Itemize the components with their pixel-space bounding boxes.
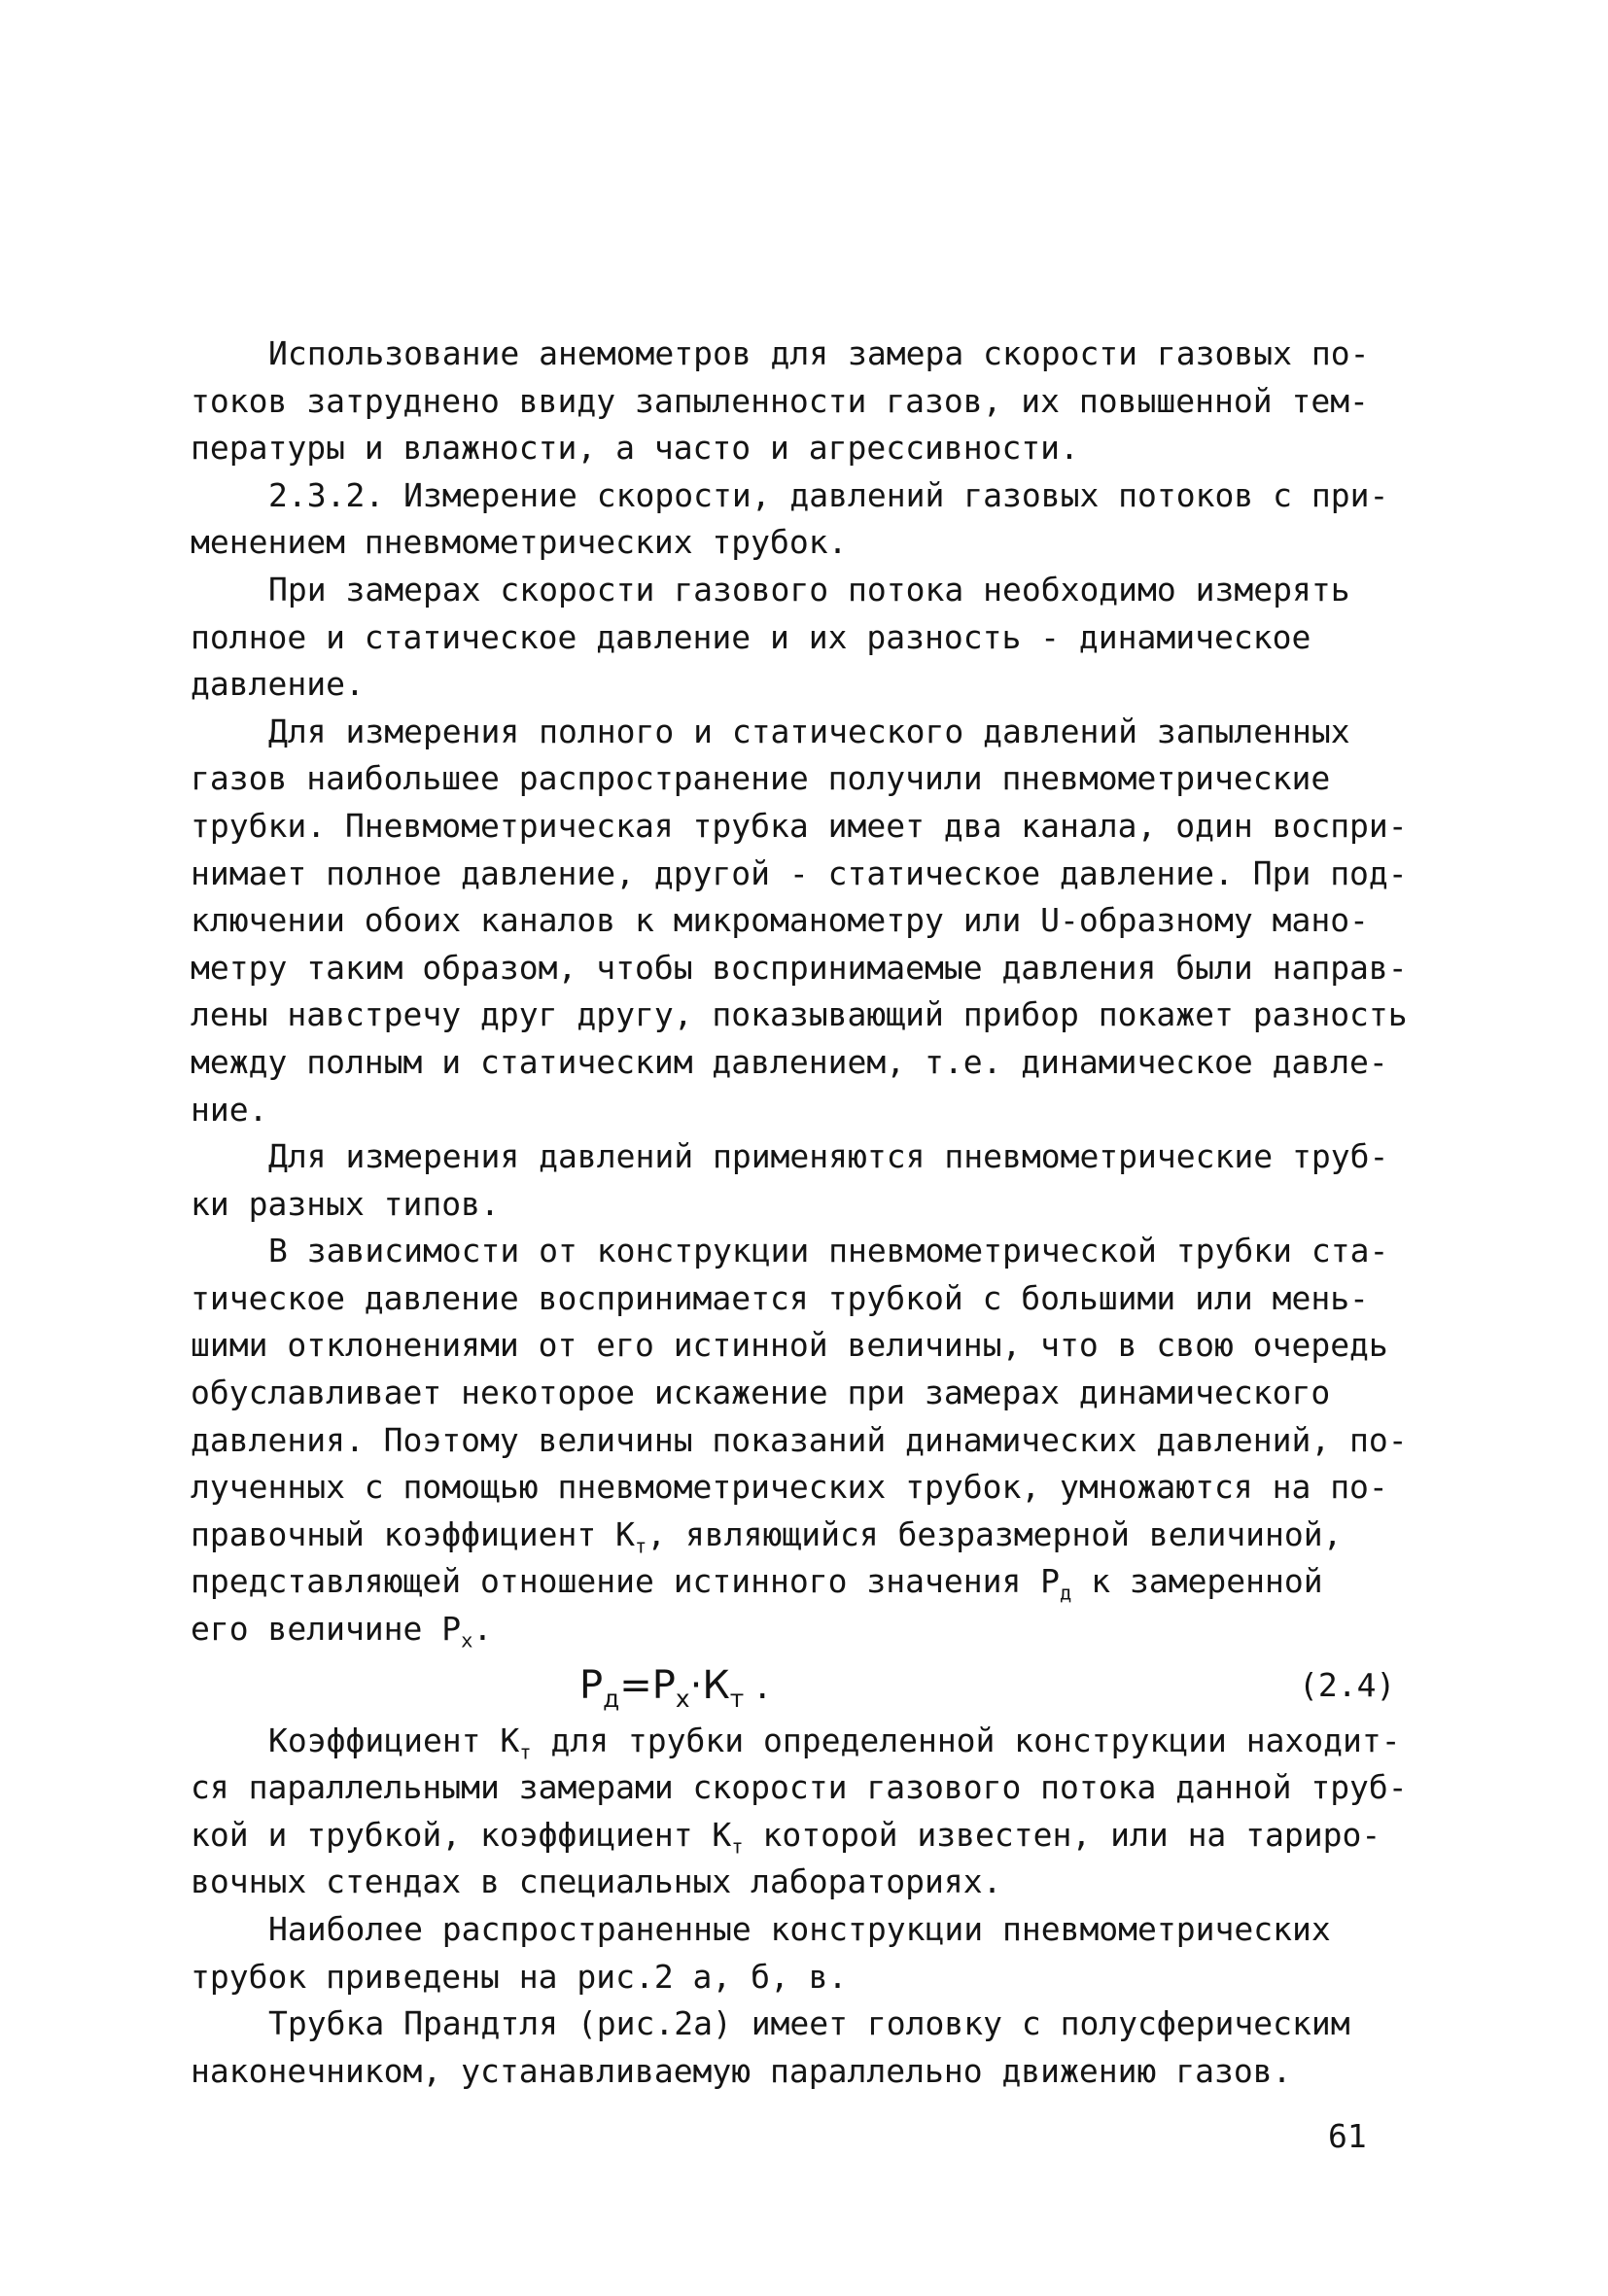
formula-subscript: х (675, 1684, 690, 1713)
formula-line (191, 1653, 1425, 1718)
formula-subscript: т (729, 1684, 745, 1713)
equation-number: (2.4) (1299, 1665, 1396, 1704)
section-heading-line: 2.3.2. Измерение скорости, давлений газовых потоков с при- (268, 475, 1389, 514)
formula-symbol: Р (579, 1662, 604, 1708)
text-run: кой и трубкой, коэффициент К (191, 1815, 732, 1854)
text-line: давление. (191, 665, 365, 704)
formula-operator: = (619, 1662, 652, 1708)
subscript: т (634, 1534, 647, 1558)
page-number: 61 (1328, 2117, 1367, 2155)
text-line: полное и статическое давление и их разность - динамическое (191, 617, 1311, 656)
text-line (191, 1512, 1425, 1559)
text-line: Трубка Прандтля (рис.2а) имеет головку с полусферическим (268, 2004, 1350, 2043)
text-line: нимает полное давление, другой - статическое давление. При под- (191, 853, 1408, 892)
text-line: метру таким образом, чтобы воспринимаемые давления были направ- (191, 948, 1408, 987)
text-line: токов затруднено ввиду запыленности газов, их повышенной тем- (191, 381, 1369, 420)
section-heading-line: менением пневмометрических трубок. (191, 523, 848, 562)
text-line: шими отклонениями от его истинной величины, что в свою очередь (191, 1326, 1388, 1365)
text-run: которой известен, или на тариро- (743, 1815, 1381, 1854)
body-text (191, 330, 1425, 2095)
formula-end: . (744, 1662, 769, 1708)
text-line: пературы и влажности, а часто и агрессивности. (191, 429, 1079, 468)
text-line: ки разных типов. (191, 1184, 500, 1223)
text-line: трубки. Пневмометрическая трубка имеет два канала, один воспри- (191, 806, 1408, 845)
text-line: ние. (191, 1090, 268, 1129)
subscript: т (731, 1834, 744, 1859)
text-line: Использование анемометров для замера скорости газовых по- (268, 334, 1370, 372)
formula-subscript: д (603, 1684, 620, 1713)
text-line: обуславливает некоторое искажение при замерах динамического (191, 1374, 1331, 1412)
text-line: вочных стендах в специальных лабораториях. (191, 1862, 1002, 1901)
text-line: ключении обоих каналов к микроманометру или U-образному мано- (191, 901, 1369, 940)
text-line: тическое давление воспринимается трубкой с большими или мень- (191, 1278, 1369, 1317)
text-line: Для измерения давлений применяются пневмометрические труб- (268, 1137, 1389, 1176)
text-run: правочный коэффициент К (191, 1514, 635, 1553)
text-line: В зависимости от конструкции пневмометрической трубки ста- (268, 1232, 1389, 1270)
text-line: Наиболее распространенные конструкции пневмометрических (268, 1910, 1331, 1948)
text-run: , являющийся безразмерной величиной, (647, 1514, 1343, 1553)
text-line: лены навстречу друг другу, показывающий прибор покажет разность (191, 995, 1408, 1034)
text-line: лученных с помощью пневмометрических трубок, умножаются на по- (191, 1468, 1388, 1507)
text-line: ся параллельными замерами скорости газового потока данной труб- (191, 1768, 1408, 1807)
text-line: наконечником, устанавливаемую параллельно движению газов. (191, 2051, 1292, 2090)
text-line: газов наибольшее распространение получили пневмометрические (191, 759, 1331, 798)
text-run: его величине Р (191, 1610, 462, 1649)
text-run: представляющей отношение истинного значения Р (191, 1562, 1061, 1601)
text-run: для трубки определенной конструкции находит- (531, 1721, 1401, 1759)
text-line: трубок приведены на рис.2 а, б, в. (191, 1957, 848, 1996)
subscript: х (461, 1628, 473, 1652)
text-run: к замеренной (1071, 1562, 1323, 1601)
formula-symbol: Р (651, 1662, 676, 1708)
text-line (191, 1558, 1425, 1606)
text-line (191, 1606, 1425, 1653)
formula-operator: · (689, 1662, 703, 1708)
subscript: д (1060, 1582, 1072, 1606)
text-run: Коэффициент К (268, 1721, 520, 1759)
formula (579, 1653, 769, 1718)
text-run: . (472, 1610, 493, 1649)
text-line: Для измерения полного и статического давлений запыленных (268, 712, 1350, 750)
text-line (191, 1718, 1425, 1765)
text-line: между полным и статическим давлением, т.е. динамическое давле- (191, 1042, 1388, 1081)
text-line (191, 1812, 1425, 1860)
formula-symbol: К (702, 1662, 730, 1708)
text-line: давления. Поэтому величины показаний динамических давлений, по- (191, 1420, 1408, 1459)
text-line: При замерах скорости газового потока необходимо измерять (268, 570, 1350, 609)
subscript: т (519, 1740, 532, 1764)
